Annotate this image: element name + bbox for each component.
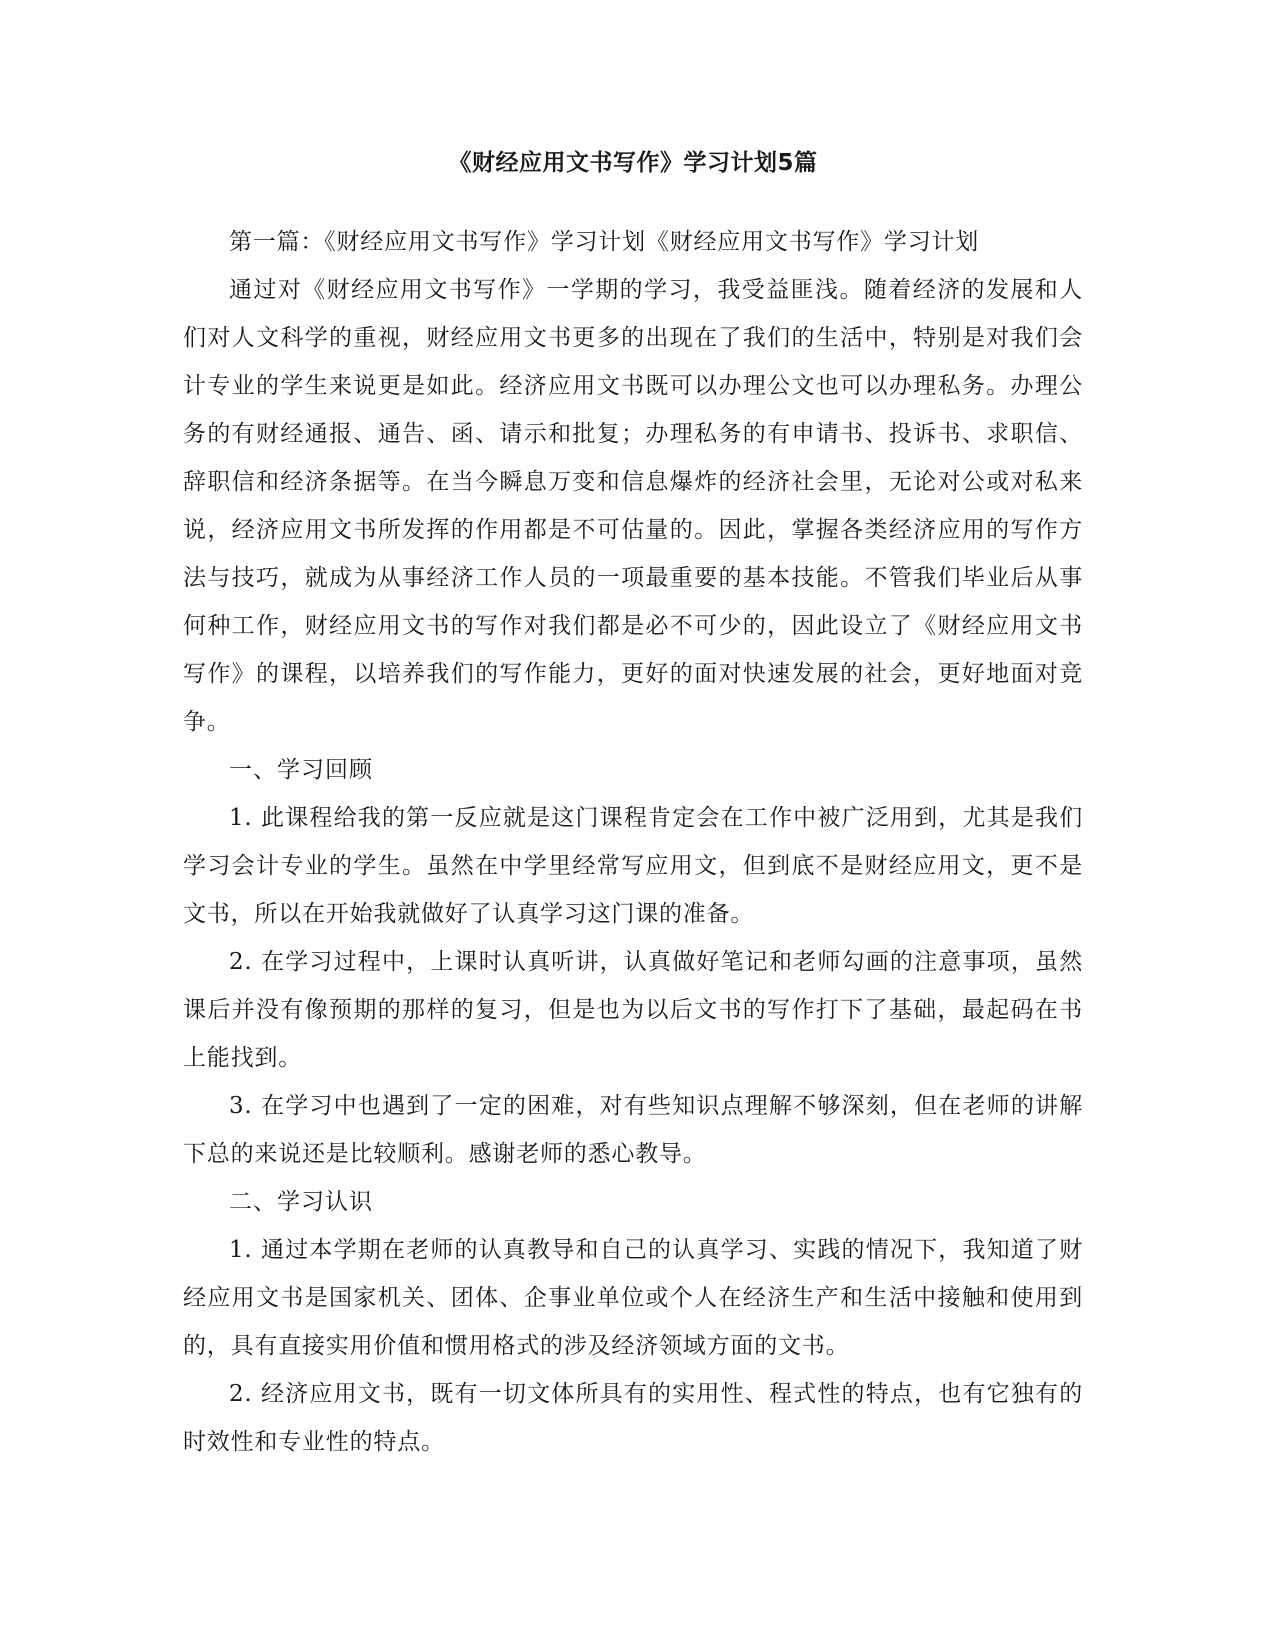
understanding-item-2: 2. 经济应用文书，既有一切文体所具有的实用性、程式性的特点，也有它独有的时效性和专业性的特点。 [183,1381,1083,1455]
review-item-2: 2. 在学习过程中，上课时认真听讲，认真做好笔记和老师勾画的注意事项，虽然课后并没有像预期的那样的复习，但是也为以后文书的写作打下了基础，最起码在书上能找到。 [183,949,1083,1071]
intro-paragraph: 通过对《财经应用文书写作》一学期的学习，我受益匪浅。随着经济的发展和人们对人文科学的重视，财经应用文书更多的出现在了我们的生活中，特别是对我们会计专业的学生来说更是如此。经济应用文书既可以办理公文也可以办理私务。办理公务的有财经通报、通告、函、请示和批复；办理私务的有申请书、投诉书、求职信、辞职信和经济条据等。在当今瞬息万变和信息爆炸的经济社会里，无论对公或对私来说，经济应用文书所发挥的作用都是不可估量的。因此，掌握各类经济应用的写作方法与技巧，就成为从事经济工作人员的一项最重要的基本技能。不管我们毕业后从事何种工作，财经应用文书的写作对我们都是必不可少的，因此设立了《财经应用文书写作》的课程，以培养我们的写作能力，更好的面对快速发展的社会，更好地面对竞争。 [183,277,1083,735]
section-heading-review: 一、学习回顾 [229,757,373,783]
document-body [183,218,1083,1466]
understanding-item-1: 1. 通过本学期在老师的认真教导和自己的认真学习、实践的情况下，我知道了财经应用文书是国家机关、团体、企事业单位或个人在经济生产和生活中接触和使用到的，具有直接实用价值和惯用格式的涉及经济领域方面的文书。 [183,1237,1083,1359]
section-heading-part-one: 第一篇：《财经应用文书写作》学习计划《财经应用文书写作》学习计划 [229,229,980,255]
review-item-3: 3. 在学习中也遇到了一定的困难，对有些知识点理解不够深刻，但在老师的讲解下总的来说还是比较顺利。感谢老师的悉心教导。 [183,1093,1083,1167]
review-item-1: 1. 此课程给我的第一反应就是这门课程肯定会在工作中被广泛用到，尤其是我们学习会计专业的学生。虽然在中学里经常写应用文，但到底不是财经应用文，更不是文书，所以在开始我就做好了认真学习这门课的准备。 [183,805,1083,927]
document-title: 《财经应用文书写作》学习计划5篇 [448,150,818,176]
section-heading-understanding: 二、学习认识 [229,1189,373,1215]
